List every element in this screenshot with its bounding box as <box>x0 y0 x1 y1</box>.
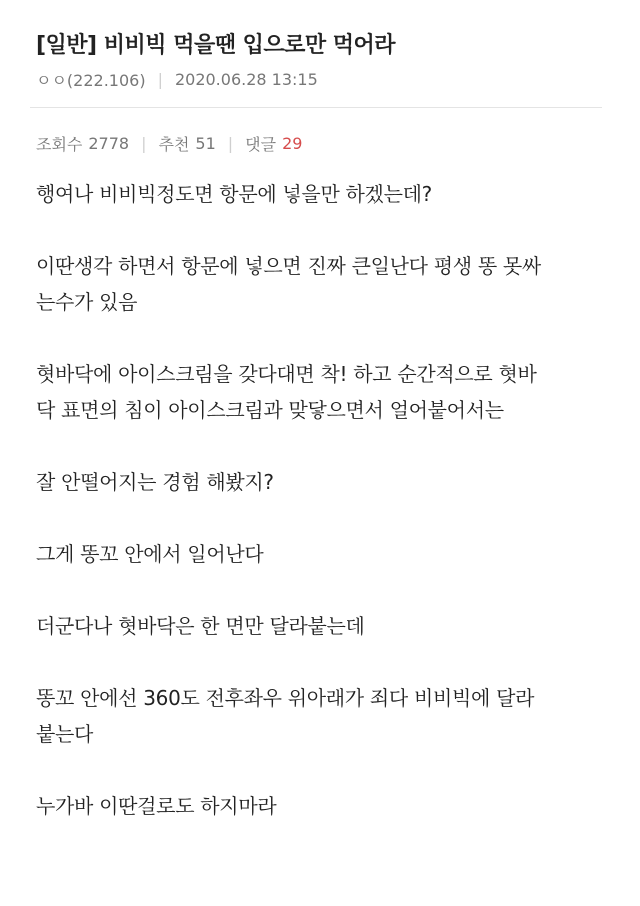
post-stats <box>36 132 302 155</box>
recommend-count: 51 <box>195 134 216 153</box>
body-line: 닥 표면의 침이 아이스크림과 맞닿으면서 얼어붙어서는 <box>36 398 504 422</box>
body-line: 혓바닥에 아이스크림을 갖다대면 착! 하고 순간적으로 혓바 <box>36 362 537 386</box>
body-line: 누가바 이딴걸로도 하지마라 <box>36 794 277 818</box>
comments-count[interactable]: 29 <box>282 134 303 153</box>
body-line: 붙는다 <box>36 722 94 746</box>
body-line: 똥꼬 안에선 360도 전후좌우 위아래가 죄다 비비빅에 달라 <box>36 686 535 710</box>
post-author[interactable]: ㅇㅇ(222.106) <box>36 71 146 90</box>
body-line: 는수가 있음 <box>36 290 138 314</box>
post-title: [일반] 비비빅 먹을땐 입으로만 먹어라 <box>36 33 396 58</box>
body-line: 더군다나 혓바닥은 한 면만 달라붙는데 <box>36 614 365 638</box>
post-meta <box>36 68 318 91</box>
body-line: 그게 똥꼬 안에서 일어난다 <box>36 542 264 566</box>
post-datetime: 2020.06.28 13:15 <box>174 70 318 89</box>
meta-divider: | <box>157 70 163 89</box>
views-count: 2778 <box>88 134 130 153</box>
post-body <box>36 176 606 824</box>
header-divider <box>30 107 602 108</box>
stats-divider: | <box>141 134 147 153</box>
views-label: 조회수 <box>36 135 83 154</box>
body-line: 잘 안떨어지는 경험 해봤지? <box>36 470 274 494</box>
recommend-label: 추천 <box>158 135 190 154</box>
stats-divider: | <box>227 134 234 153</box>
body-line: 행여나 비비빅정도면 항문에 넣을만 하겠는데? <box>36 182 432 206</box>
body-line: 이딴생각 하면서 항문에 넣으면 진짜 큰일난다 평생 똥 못싸 <box>36 254 541 278</box>
comments-label[interactable]: 댓글 <box>245 135 277 154</box>
